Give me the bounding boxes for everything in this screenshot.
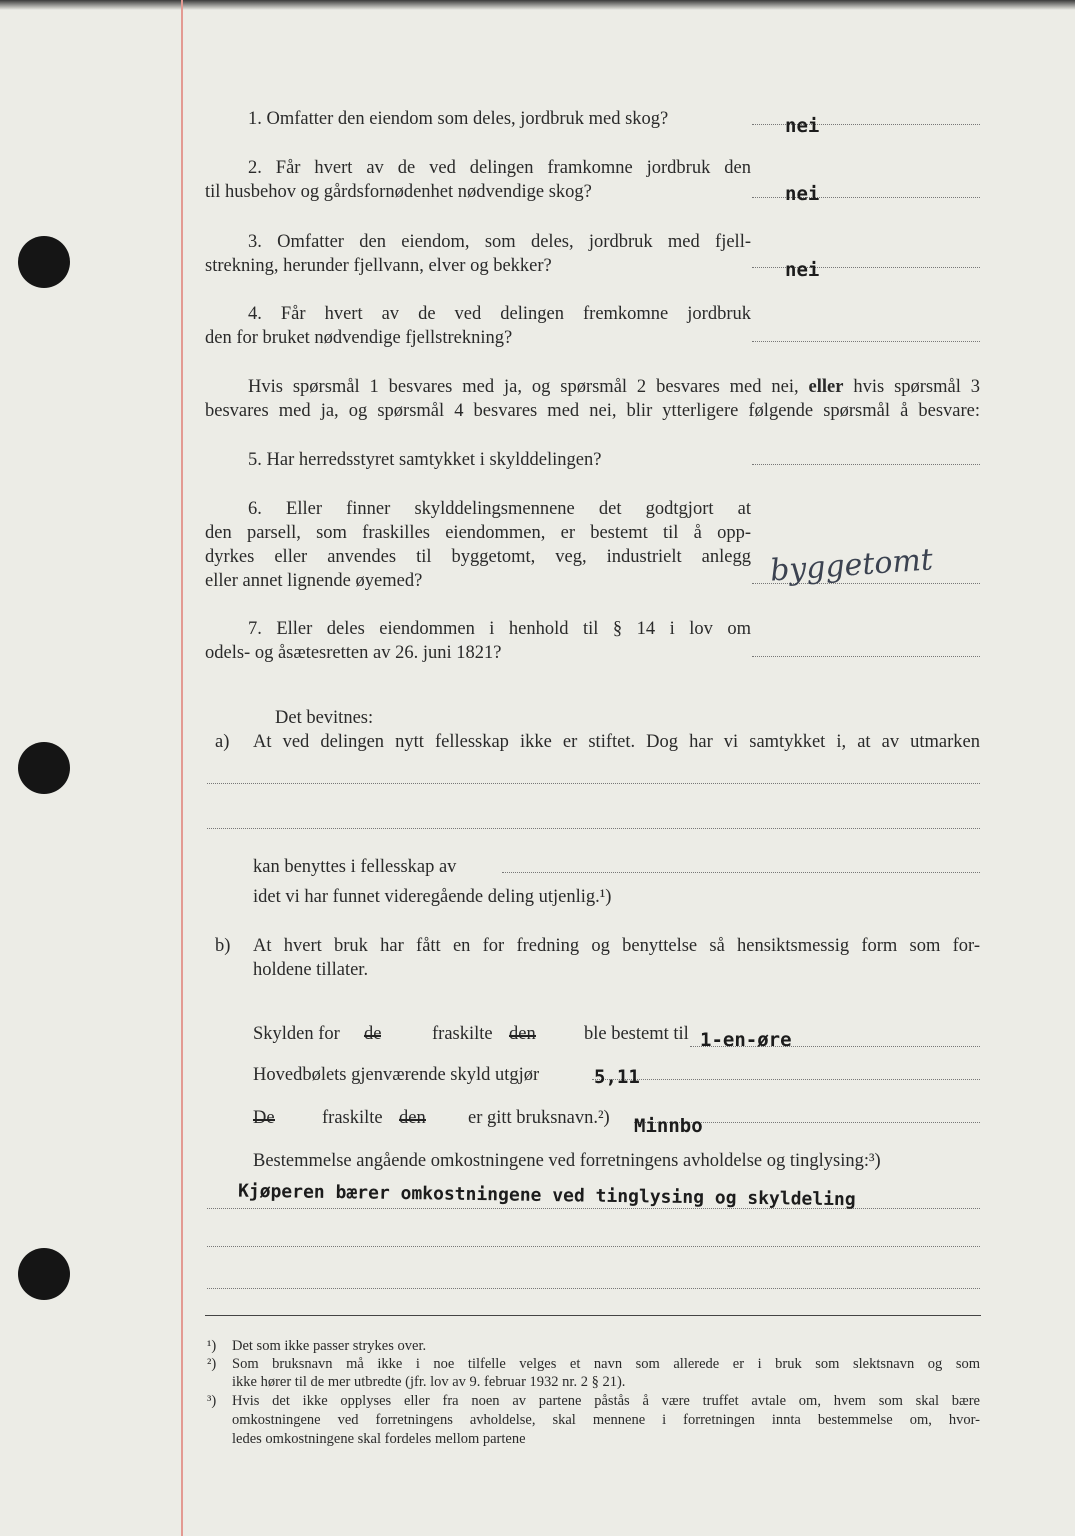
- attest-heading: Det bevitnes:: [275, 708, 374, 728]
- question-7-line2: odels- og åsætesretten av 26. juni 1821?: [205, 643, 502, 663]
- fill-line: [207, 1288, 980, 1289]
- skyld-value: 1-en-øre: [700, 1029, 792, 1051]
- fill-line: [207, 783, 980, 784]
- item-a-line3: kan benyttes i fellesskap av: [253, 857, 457, 877]
- answer-1: nei: [785, 115, 820, 137]
- item-b-line1: At hvert bruk har fått en for fredning og benyttelse så hensiktsmessig form som for-: [253, 936, 980, 956]
- item-a-text: At ved delingen nytt fellesskap ikke er stiftet. Dog har vi samtykket i, at av utmarken: [253, 732, 980, 752]
- question-4-line2: den for bruket nødvendige fjellstrekning?: [205, 328, 513, 348]
- question-3-line1: 3. Omfatter den eiendom, som deles, jordbruk med fjell-: [248, 232, 751, 252]
- fill-line: [207, 828, 980, 829]
- question-6-line2: den parsell, som fraskilles eiendommen, er bestemt til å opp-: [205, 523, 751, 543]
- answer-3: nei: [785, 259, 820, 281]
- question-1: 1. Omfatter den eiendom som deles, jordbruk med skog?: [248, 109, 669, 129]
- question-2-line2: til husbehov og gårdsfornødenhet nødvendige skog?: [205, 182, 592, 202]
- intro-line2: besvares med ja, og spørsmål 4 besvares med nei, blir ytterligere følgende spørsmål å besvare:: [205, 401, 980, 421]
- footnote-2-line2: ikke hører til de mer utbredte (jfr. lov av 9. februar 1932 nr. 2 § 21).: [232, 1374, 626, 1390]
- item-b-label: b): [215, 936, 231, 956]
- margin-line: [181, 0, 183, 1536]
- hovedbol-value: 5,11: [594, 1066, 640, 1088]
- punch-hole: [18, 1248, 70, 1300]
- bruksnavn-label: er gitt bruksnavn.²): [468, 1108, 610, 1128]
- fraskilte-label: fraskilte: [322, 1108, 383, 1128]
- fill-line: [207, 1208, 980, 1209]
- scan-top-edge: [0, 0, 1075, 10]
- item-a-line4: idet vi har funnet videregående deling utjenlig.¹): [253, 887, 612, 907]
- answer-2: nei: [785, 183, 820, 205]
- struck-word: De: [253, 1108, 275, 1128]
- footnote-3-mark: ³): [207, 1393, 217, 1409]
- item-b-line2: holdene tillater.: [253, 960, 369, 980]
- fill-line: [502, 872, 980, 873]
- struck-word: den: [509, 1024, 536, 1044]
- fraskilte-label: fraskilte: [432, 1024, 493, 1044]
- question-2-line1: 2. Får hvert av de ved delingen framkomne jordbruk den: [248, 158, 751, 178]
- footnote-1: Det som ikke passer strykes over.: [232, 1338, 427, 1354]
- bold-word: eller: [808, 377, 844, 397]
- fill-line: [592, 1079, 980, 1080]
- question-4-line1: 4. Får hvert av de ved delingen fremkomne jordbruk: [248, 304, 751, 324]
- question-3-line2: strekning, herunder fjellvann, elver og bekker?: [205, 256, 552, 276]
- question-5: 5. Har herredsstyret samtykket i skylddelingen?: [248, 450, 602, 470]
- question-6-line1: 6. Eller finner skylddelingsmennene det godtgjort at: [248, 499, 751, 519]
- hovedbol-label: Hovedbølets gjenværende skyld utgjør: [253, 1065, 540, 1085]
- footnote-3-line1: Hvis det ikke opplyses eller fra noen av partene påstås å være truffet avtale om, hvem som skal bære: [232, 1393, 980, 1409]
- footnote-rule: [205, 1315, 981, 1316]
- bruksnavn-value: Minnbo: [634, 1115, 703, 1137]
- question-6-line3: dyrkes eller anvendes til byggetomt, veg, industrielt anlegg: [205, 547, 751, 567]
- footnote-2-line1: Som bruksnavn må ikke i noe tilfelle velges et navn som allerede er i bruk som slektsnavn og som: [232, 1356, 980, 1372]
- kostnad-value: Kjøperen bærer omkostningene ved tinglysing og skyldeling: [237, 1180, 856, 1211]
- intro-line1: Hvis spørsmål 1 besvares med ja, og spørsmål 2 besvares med nei, eller hvis spørsmål 3: [248, 377, 981, 397]
- skyld-label: Skylden for: [253, 1024, 340, 1044]
- struck-word: den: [399, 1108, 426, 1128]
- answer-line: [752, 656, 980, 657]
- fill-line: [207, 1246, 980, 1247]
- question-6-line4: eller annet lignende øyemed?: [205, 571, 423, 591]
- footnote-2-mark: ²): [207, 1356, 217, 1372]
- answer-line: [752, 341, 980, 342]
- footnote-1-mark: ¹): [207, 1338, 217, 1354]
- punch-hole: [18, 742, 70, 794]
- answer-6-handwritten: byggetomt: [768, 542, 934, 589]
- answer-line: [752, 464, 980, 465]
- question-7-line1: 7. Eller deles eiendommen i henhold til § 14 i lov om: [248, 619, 751, 639]
- struck-word: de: [364, 1024, 382, 1044]
- kostnad-label: Bestemmelse angående omkostningene ved forretningens avholdelse og tinglysing:³): [253, 1151, 881, 1171]
- item-a-label: a): [215, 732, 230, 752]
- bestemt-label: ble bestemt til: [584, 1024, 689, 1044]
- footnote-3-line3: ledes omkostningene skal fordeles mellom partene: [232, 1431, 526, 1447]
- footnote-3-line2: omkostningene ved forretningens avholdelse, skal mennene i forretningen inntа bestemmelse om, hvor-: [232, 1412, 980, 1428]
- punch-hole: [18, 236, 70, 288]
